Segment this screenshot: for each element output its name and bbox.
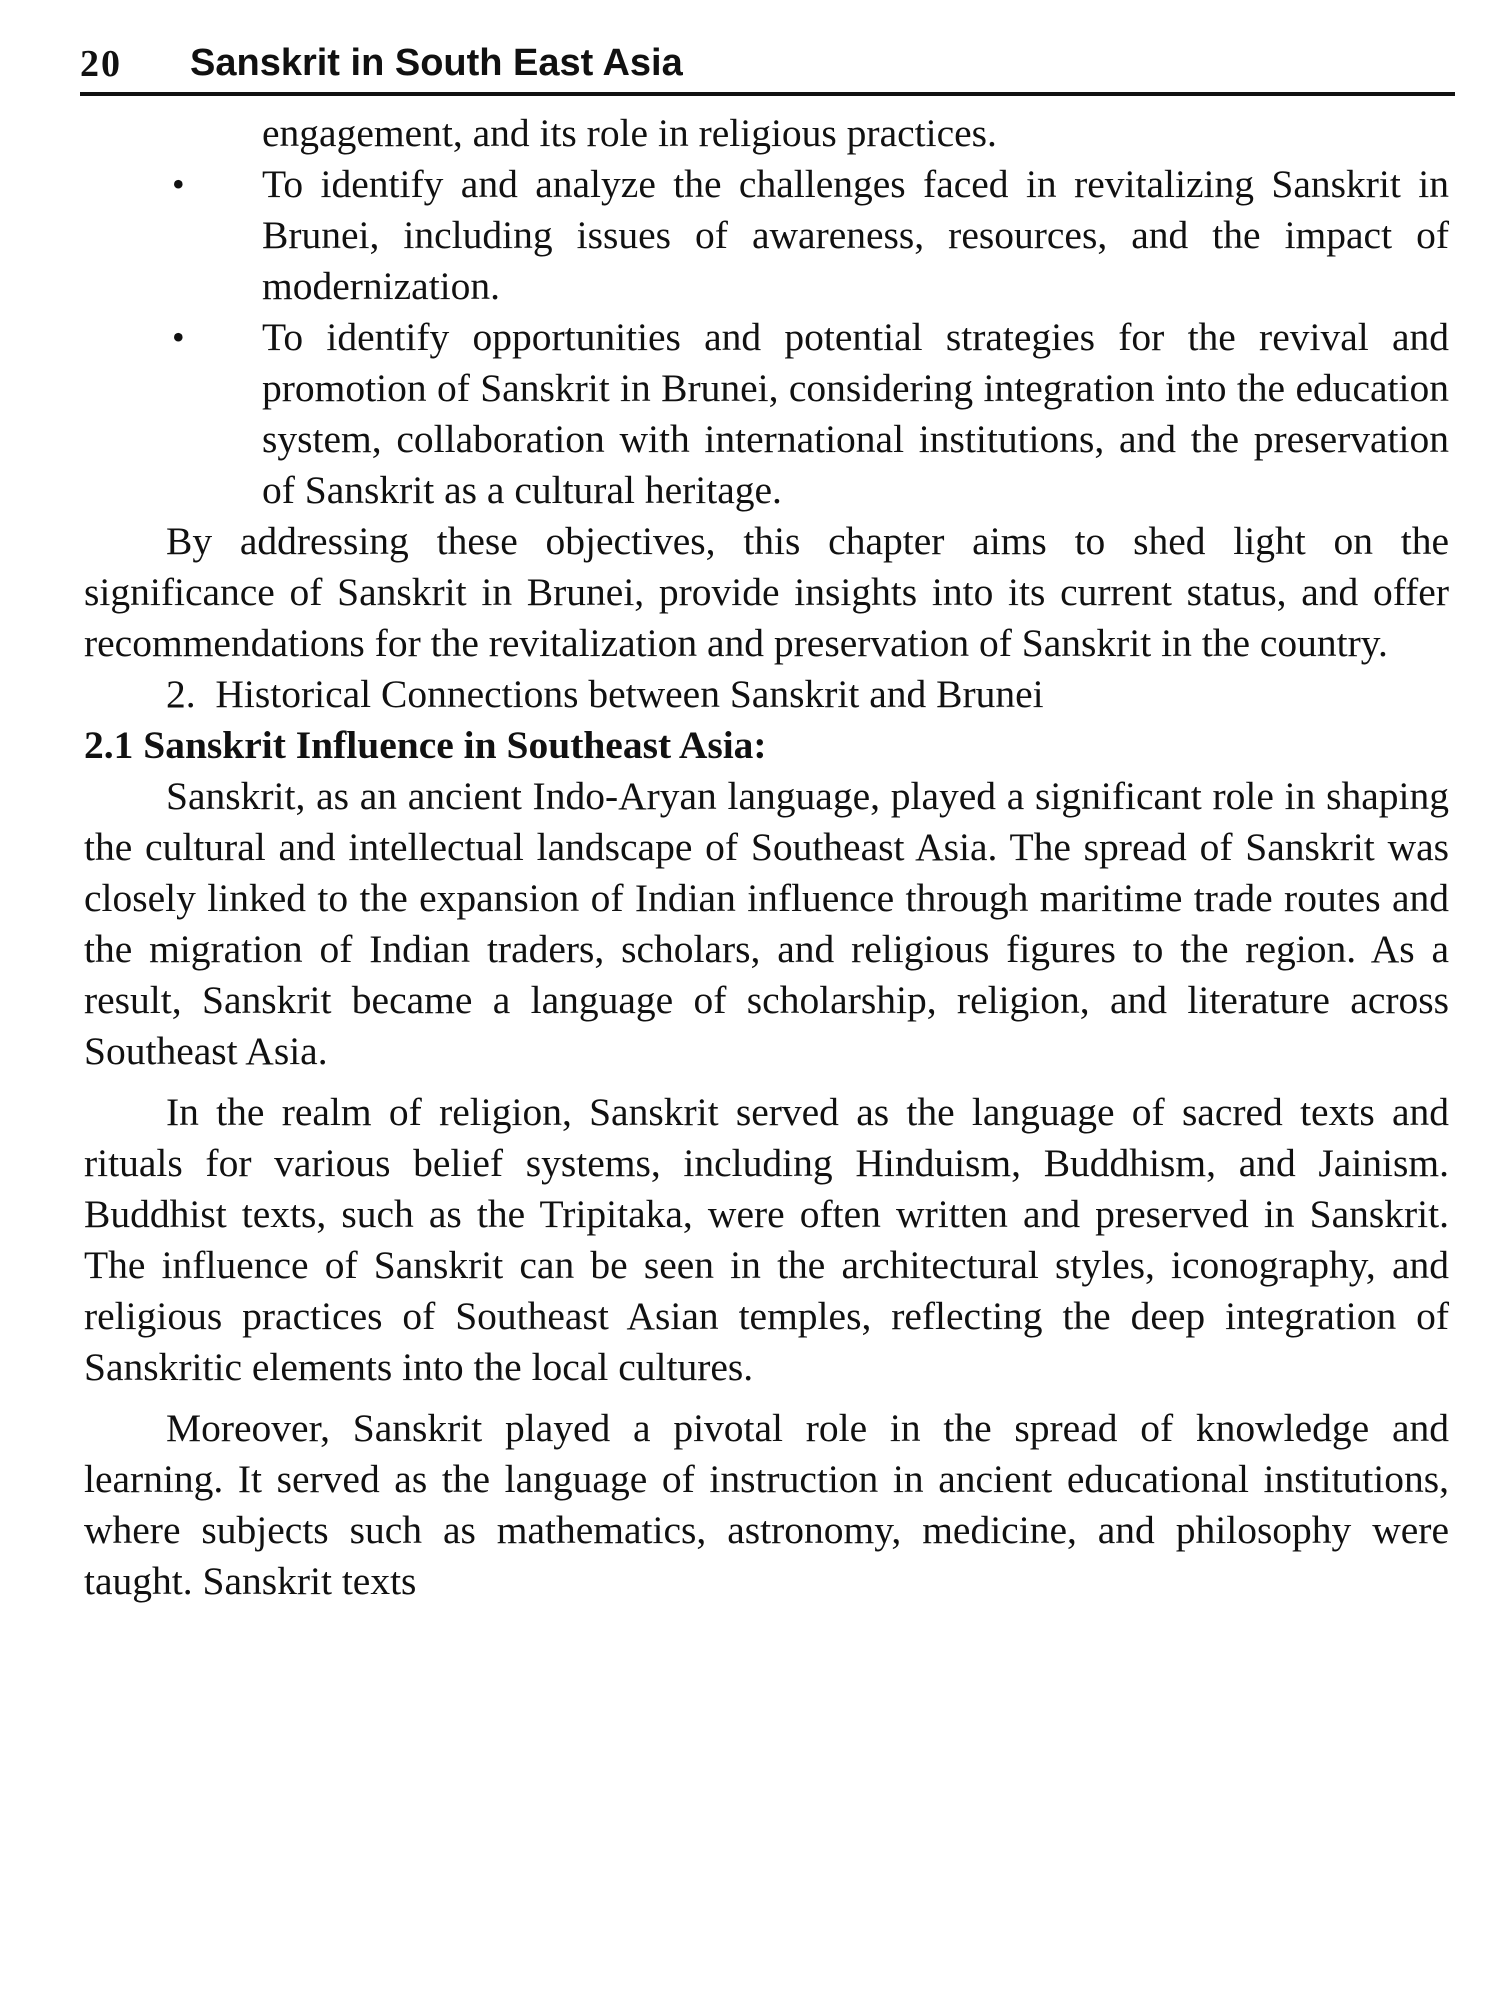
header-rule: [80, 92, 1455, 96]
section-2-number: 2.: [166, 672, 196, 716]
section-paragraph: In the realm of religion, Sanskrit served as the language of sacred texts and rituals for various belief systems, including Hinduism, Buddhism, and Jainism. Buddhist texts, such as the Tripitaka, were often written and preserved in Sanskrit. The influence of Sanskrit can be seen in the architectural styles, iconography, and religious practices of Southeast Asian temples, reflecting the deep integration of Sanskritic elements into the local cultures.: [84, 1090, 1449, 1389]
bullet-dot-icon: •: [172, 317, 185, 357]
continued-bullet-text: engagement, and its role in religious practices.: [262, 111, 997, 155]
body-text: [84, 108, 1449, 1607]
bullet-text: To identify opportunities and potential strategies for the revival and promotion of Sanskrit in Brunei, considering integration into the education system, collaboration with international institutions, and the preservation of Sanskrit as a cultural heritage.: [262, 315, 1449, 512]
section-paragraph: Moreover, Sanskrit played a pivotal role in the spread of knowledge and learning. It served as the language of instruction in ancient educational institutions, where subjects such as mathematics, astronomy, medicine, and philosophy were taught. Sanskrit texts: [84, 1406, 1449, 1603]
bullet-item: [84, 312, 1449, 516]
running-title: Sanskrit in South East Asia: [190, 42, 683, 84]
bullet-text: To identify and analyze the challenges faced in revitalizing Sanskrit in Brunei, including issues of awareness, resources, and the impact of modernization.: [262, 162, 1449, 308]
section-2-title-text: Historical Connections between Sanskrit and Brunei: [215, 672, 1044, 716]
bullet-item: [84, 159, 1449, 312]
bullet-dot-icon: •: [172, 164, 185, 204]
page-header: [80, 40, 1455, 92]
section-2-title: [84, 669, 1449, 720]
section-2-1-heading: 2.1 Sanskrit Influence in Southeast Asia:: [84, 723, 767, 767]
summary-paragraph: By addressing these objectives, this chapter aims to shed light on the significance of Sanskrit in Brunei, provide insights into its current status, and offer recommendations for the revitalization and preservation of Sanskrit in the country.: [84, 519, 1449, 665]
page-number: 20: [80, 43, 122, 85]
section-paragraph: Sanskrit, as an ancient Indo-Aryan language, played a significant role in shaping the cultural and intellectual landscape of Southeast Asia. The spread of Sanskrit was closely linked to the expansion of Indian influence through maritime trade routes and the migration of Indian traders, scholars, and religious figures to the region. As a result, Sanskrit became a language of scholarship, religion, and literature across Southeast Asia.: [84, 774, 1449, 1073]
